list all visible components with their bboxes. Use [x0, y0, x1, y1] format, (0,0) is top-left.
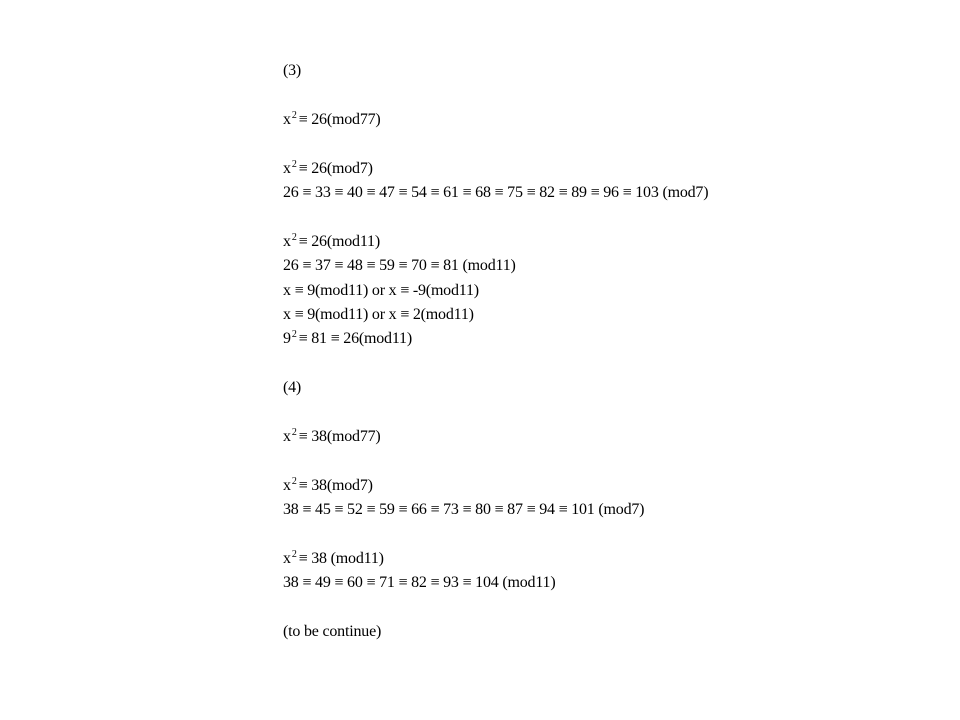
part3-solution-2: x ≡ 9(mod11) or x ≡ 2(mod11) [283, 305, 474, 323]
exponent: 2 [291, 426, 297, 438]
base: 9 [283, 330, 291, 348]
part4-congruence-mod7 [283, 474, 708, 498]
part3-chain-mod7: 26 ≡ 33 ≡ 40 ≡ 47 ≡ 54 ≡ 61 ≡ 68 ≡ 75 ≡ 82 ≡ 89 ≡ 96 ≡ 103 (mod7) [283, 183, 709, 201]
part4-heading: (4) [283, 379, 302, 397]
base: x [283, 549, 291, 567]
part3-congruence-mod77 [283, 108, 708, 132]
congruence-rest: ≡ 26(mod7) [298, 159, 373, 177]
spacer [283, 352, 708, 376]
part4-congruence-mod77 [283, 425, 708, 449]
congruence-rest: ≡ 38(mod77) [298, 427, 381, 445]
congruence-rest: ≡ 26(mod11) [298, 232, 380, 250]
part3-congruence-mod11 [283, 230, 708, 254]
part4-congruence-mod11 [283, 547, 708, 571]
part3-solution-1: x ≡ 9(mod11) or x ≡ -9(mod11) [283, 281, 479, 299]
part3-congruence-mod7 [283, 157, 708, 181]
base: x [283, 110, 291, 128]
exponent: 2 [291, 231, 297, 243]
spacer [283, 132, 708, 156]
part3-chain-mod11: 26 ≡ 37 ≡ 48 ≡ 59 ≡ 70 ≡ 81 (mod11) [283, 257, 516, 275]
base: x [283, 476, 291, 494]
spacer [283, 449, 708, 473]
check-rest: ≡ 81 ≡ 26(mod11) [298, 330, 412, 348]
exponent: 2 [291, 475, 297, 487]
congruence-rest: ≡ 38(mod7) [298, 476, 373, 494]
part4-chain-mod7: 38 ≡ 45 ≡ 52 ≡ 59 ≡ 66 ≡ 73 ≡ 80 ≡ 87 ≡ 94 ≡ 101 (mod7) [283, 501, 645, 519]
spacer [283, 205, 708, 229]
exponent: 2 [291, 329, 297, 341]
base: x [283, 159, 291, 177]
footer-note: (to be continue) [283, 622, 382, 640]
spacer [283, 596, 708, 620]
spacer [283, 83, 708, 107]
part4-chain-mod11: 38 ≡ 49 ≡ 60 ≡ 71 ≡ 82 ≡ 93 ≡ 104 (mod11) [283, 574, 556, 592]
congruence-rest: ≡ 38 (mod11) [298, 549, 384, 567]
base: x [283, 232, 291, 250]
spacer [283, 400, 708, 424]
math-notes [283, 59, 708, 644]
part3-heading: (3) [283, 62, 302, 79]
exponent: 2 [291, 548, 297, 560]
congruence-rest: ≡ 26(mod77) [298, 110, 381, 128]
part3-check [283, 327, 708, 351]
exponent: 2 [291, 109, 297, 121]
base: x [283, 427, 291, 445]
exponent: 2 [291, 158, 297, 170]
spacer [283, 522, 708, 546]
